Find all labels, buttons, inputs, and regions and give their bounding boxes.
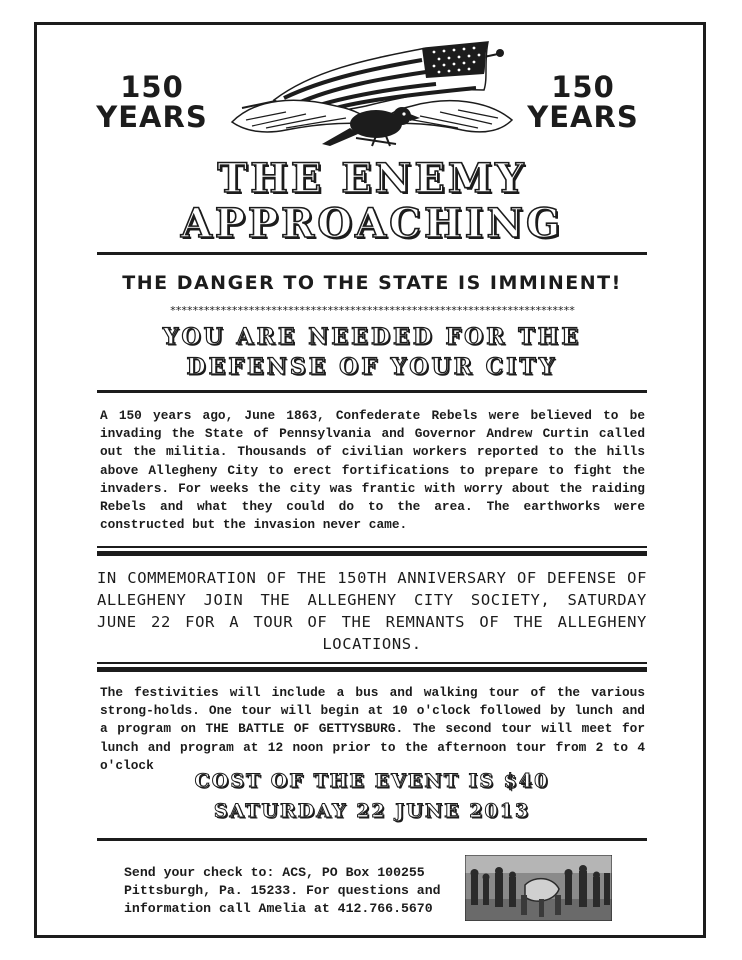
divider-rule xyxy=(97,667,647,672)
contact-line-2: Pittsburgh, Pa. 15233. For questions and xyxy=(124,883,441,898)
needed-line-1: YOU ARE NEEDED FOR THE xyxy=(162,324,582,350)
commemoration-paragraph: IN COMMEMORATION OF THE 150TH ANNIVERSARY OF DEFENSE OF ALLEGHENY JOIN THE ALLEGHENY CITY SOCIETY, SATURDAY JUNE 22 FOR A TOUR OF THE REMNANTS OF THE ALLEGHENY LOCATIONS. xyxy=(97,569,647,653)
festivities-paragraph: The festivities will include a bus and walking tour of the various strong-holds. One tour will begin at 10 o'clock followed by lunch and a program on THE BATTLE OF GETTYSBURG. The second tour will meet for lunch and program at 12 noon prior to the afternoon tour from 2 to 4 o'clock xyxy=(100,685,645,773)
divider-rule xyxy=(97,390,647,393)
years-left-word: YEARS xyxy=(96,100,208,134)
divider-rule xyxy=(97,546,647,548)
contact-line-3: information call Amelia at 412.766.5670 xyxy=(124,901,433,916)
years-right-number: 150 xyxy=(551,70,615,104)
stars-divider: ************************************************************************ xyxy=(169,304,575,317)
years-right-word: YEARS xyxy=(527,100,639,134)
years-badge-left xyxy=(82,72,222,132)
contact-block xyxy=(124,864,464,918)
title-line-1: THE ENEMY xyxy=(217,155,527,202)
historic-photo xyxy=(465,855,612,921)
years-badge-right xyxy=(513,72,653,132)
contact-line-1: Send your check to: ACS, PO Box 100255 xyxy=(124,865,425,880)
subtitle: THE DANGER TO THE STATE IS IMMINENT! xyxy=(122,272,622,294)
title-line-2: APPROACHING xyxy=(180,200,564,247)
cost-line: COST OF THE EVENT IS $40 xyxy=(194,770,550,792)
divider-rule xyxy=(97,662,647,664)
eagle-flag-icon xyxy=(226,38,518,150)
history-paragraph: A 150 years ago, June 1863, Confederate Rebels were believed to be invading the State of Pennsylvania and Governor Andrew Curtin called out the militia. Thousands of civilian workers reported to the hills above Allegheny City to erect fortifications to prepare to fight the invaders. For weeks the city was frantic with worry about the raiding Rebels and what they could do to the area. The earthworks were constructed but the invasion never came. xyxy=(100,408,645,533)
date-line: SATURDAY 22 JUNE 2013 xyxy=(213,800,531,822)
years-left-number: 150 xyxy=(120,70,184,104)
divider-rule xyxy=(97,551,647,556)
divider-rule xyxy=(97,838,647,841)
divider-rule xyxy=(97,252,647,255)
needed-line-2: DEFENSE OF YOUR CITY xyxy=(186,354,558,380)
